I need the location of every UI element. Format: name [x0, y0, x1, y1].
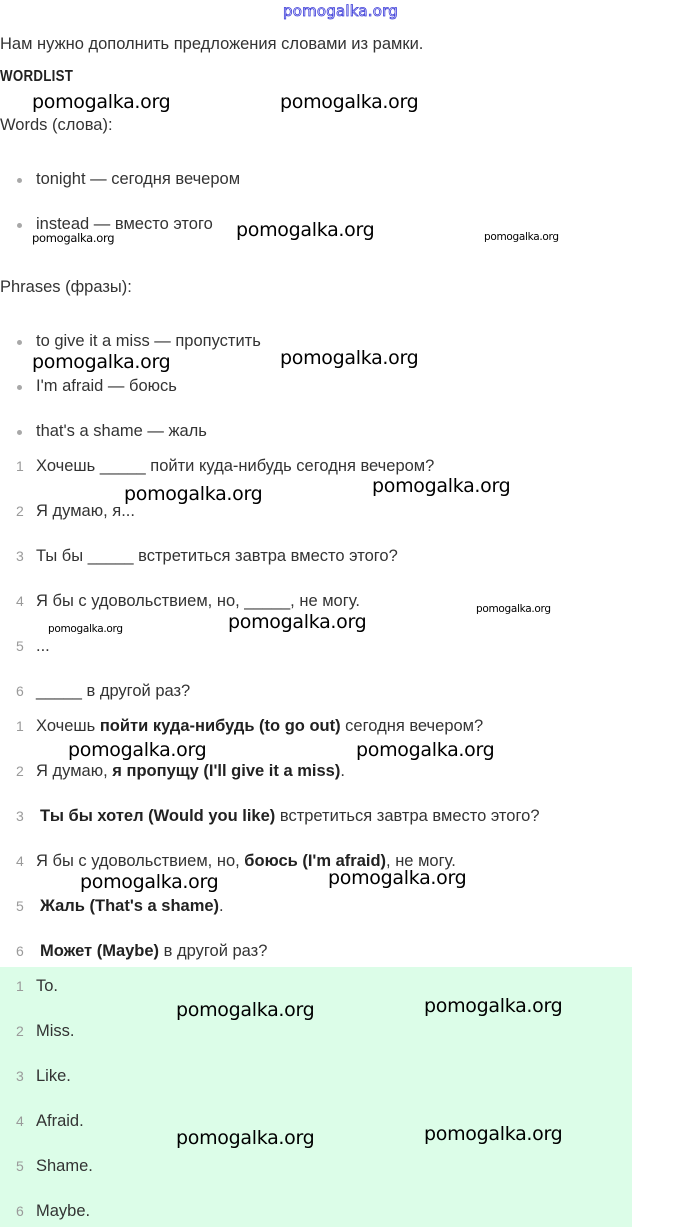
bullet-icon: [17, 385, 22, 390]
answer-item: Afraid.: [36, 1112, 84, 1130]
answer-item: To.: [36, 977, 59, 995]
list-number: 1: [16, 458, 24, 474]
watermark: pomogalka.org: [228, 611, 367, 633]
bullet-icon: [17, 178, 22, 183]
list-number: 2: [16, 763, 24, 779]
watermark: pomogalka.org: [32, 231, 115, 245]
watermark: pomogalka.org: [328, 867, 467, 889]
intro-text: Нам нужно дополнить предложения словами из рамки.: [0, 35, 424, 53]
exercise-item: Ты бы _____ встретиться завтра вместо этого?: [36, 547, 398, 565]
translation-item: Я бы с удовольствием, но, боюсь (I'm afraid), не могу.: [36, 852, 456, 870]
list-number: 1: [16, 978, 24, 994]
list-number: 5: [16, 1158, 24, 1174]
list-number: 3: [16, 808, 24, 824]
phrase-item: that's a shame — жаль: [36, 422, 207, 440]
site-header-logo[interactable]: pomogalka.org: [283, 2, 398, 20]
exercise-item: Я думаю, я...: [36, 502, 135, 520]
list-number: 5: [16, 898, 24, 914]
translation-item: Ты бы хотел (Would you like) встретиться завтра вместо этого?: [40, 807, 540, 825]
list-number: 4: [16, 593, 24, 609]
watermark: pomogalka.org: [280, 91, 419, 113]
word-item: instead — вместо этого: [36, 215, 213, 233]
list-number: 3: [16, 1068, 24, 1084]
list-number: 6: [16, 1203, 24, 1219]
words-heading: Words (слова):: [0, 116, 113, 134]
watermark: pomogalka.org: [484, 231, 559, 243]
list-number: 3: [16, 548, 24, 564]
watermark: pomogalka.org: [68, 739, 207, 761]
list-number: 2: [16, 1023, 24, 1039]
translation-item: Хочешь пойти куда-нибудь (to go out) сегодня вечером?: [36, 717, 484, 735]
watermark: pomogalka.org: [32, 91, 171, 113]
list-number: 5: [16, 638, 24, 654]
exercise-item: _____ в другой раз?: [36, 682, 191, 700]
list-number: 4: [16, 1113, 24, 1129]
bullet-icon: [17, 340, 22, 345]
answer-item: Miss.: [36, 1022, 75, 1040]
wordlist-title: WORDLIST: [0, 68, 74, 85]
translation-item: Жаль (That's a shame).: [40, 897, 224, 915]
phrase-item: to give it a miss — пропустить: [36, 332, 261, 350]
list-number: 1: [16, 718, 24, 734]
phrase-item: I'm afraid — боюсь: [36, 377, 177, 395]
list-number: 2: [16, 503, 24, 519]
list-number: 6: [16, 943, 24, 959]
answer-item: Maybe.: [36, 1202, 91, 1220]
exercise-item: ...: [36, 637, 50, 655]
watermark: pomogalka.org: [32, 351, 171, 373]
watermark: pomogalka.org: [236, 219, 375, 241]
translation-item: Я думаю, я пропущу (I'll give it a miss).: [36, 762, 345, 780]
watermark: pomogalka.org: [372, 475, 511, 497]
bullet-icon: [17, 430, 22, 435]
watermark: pomogalka.org: [124, 483, 263, 505]
watermark: pomogalka.org: [356, 739, 495, 761]
exercise-item: Хочешь _____ пойти куда-нибудь сегодня вечером?: [36, 457, 435, 475]
watermark: pomogalka.org: [280, 347, 419, 369]
list-number: 4: [16, 853, 24, 869]
watermark: pomogalka.org: [176, 1127, 315, 1149]
translation-item: Может (Maybe) в другой раз?: [40, 942, 268, 960]
answer-item: Like.: [36, 1067, 71, 1085]
list-number: 6: [16, 683, 24, 699]
watermark: pomogalka.org: [476, 603, 551, 615]
word-item: tonight — сегодня вечером: [36, 170, 241, 188]
exercise-item: Я бы с удовольствием, но, _____, не могу.: [36, 592, 360, 610]
watermark: pomogalka.org: [176, 999, 315, 1021]
phrases-heading: Phrases (фразы):: [0, 278, 132, 296]
watermark: pomogalka.org: [80, 871, 219, 893]
watermark: pomogalka.org: [424, 1123, 563, 1145]
watermark: pomogalka.org: [424, 995, 563, 1017]
answer-item: Shame.: [36, 1157, 93, 1175]
bullet-icon: [17, 223, 22, 228]
watermark: pomogalka.org: [48, 623, 123, 635]
